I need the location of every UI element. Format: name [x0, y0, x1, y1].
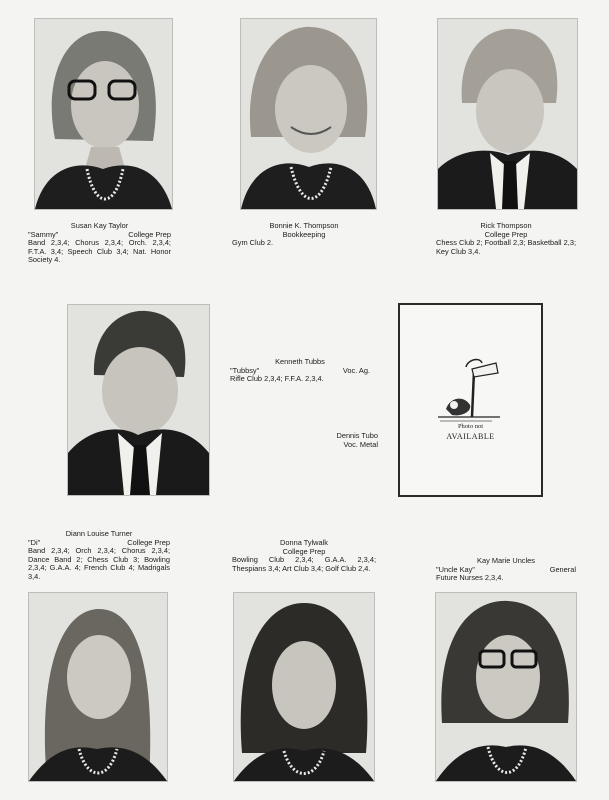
photo-not-label: Photo not [457, 423, 484, 430]
student-activities: Bowling Club 2,3,4; G.A.A. 2,3,4; Thespians 3,4; Art Club 3,4; Golf Club 2,4. [232, 555, 376, 573]
student-name: Diann Louise Turner [65, 529, 133, 538]
student-course: Bookkeeping [282, 229, 326, 239]
student-activities: Rifle Club 2,3,4; F.F.A. 2,3,4. [230, 374, 324, 384]
portrait-donna-tylwalk [233, 592, 375, 782]
portrait-bonnie-k-thompson [240, 18, 377, 210]
caption-bonnie-k-thompson [232, 222, 376, 248]
portrait-rick-thompson [437, 18, 578, 210]
student-activities: Gym Club 2. [232, 238, 274, 248]
student-course: Voc. Metal [343, 439, 378, 449]
photo-not-available-box [398, 303, 543, 497]
student-activities: Band 2,3,4; Orch 2,3,4; Chorus 2,3,4; Dance Band 2; Chess Club 3; Bowling 2,3,4; G.A.A. 4; French Club 4; Madrigals 3,4. [28, 546, 170, 581]
caption-kay-marie-uncles [436, 557, 576, 583]
caption-donna-tylwalk [232, 539, 376, 573]
portrait-susan-kay-taylor [34, 18, 173, 210]
student-course: Voc. Ag. [342, 365, 370, 375]
portrait-diann-louise-turner [28, 592, 168, 782]
caption-kenneth-tubbs [230, 358, 370, 384]
caption-diann-louise-turner [28, 530, 170, 582]
student-name: Bonnie K. Thompson [269, 221, 339, 230]
student-course: College Prep [282, 546, 326, 556]
caption-susan-kay-taylor [28, 222, 171, 265]
student-name: Donna Tylwalk [280, 538, 328, 547]
caption-rick-thompson [436, 222, 576, 256]
student-nickname: "Di" [28, 537, 41, 547]
student-activities: Chess Club 2; Football 2,3; Basketball 2,3; Key Club 3,4. [436, 238, 576, 256]
student-nickname: "Tubbsy" [230, 365, 260, 375]
portrait-kenneth-tubbs [67, 304, 210, 496]
student-name: Kenneth Tubbs [275, 357, 325, 366]
student-course: College Prep [128, 229, 171, 239]
student-course: General [549, 564, 576, 574]
student-name: Dennis Tubo [336, 431, 378, 440]
student-activities: Band 2,3,4; Chorus 2,3,4; Orch. 2,3,4; F.T.A. 3,4; Speech Club 3,4; Nat. Honor Society 4. [28, 238, 171, 265]
student-name: Rick Thompson [480, 221, 532, 230]
student-nickname: "Uncle Kay" [436, 564, 475, 574]
caption-dennis-tubo [300, 432, 378, 449]
student-course: College Prep [127, 537, 170, 547]
portrait-kay-marie-uncles [435, 592, 577, 782]
student-name: Susan Kay Taylor [70, 221, 129, 230]
available-label: AVAILABLE [446, 432, 495, 441]
student-nickname: "Sammy" [28, 229, 59, 239]
student-activities: Future Nurses 2,3,4. [436, 573, 504, 583]
signpost-illustration [400, 305, 541, 495]
student-course: College Prep [484, 229, 528, 239]
student-name: Kay Marie Uncles [477, 556, 535, 565]
